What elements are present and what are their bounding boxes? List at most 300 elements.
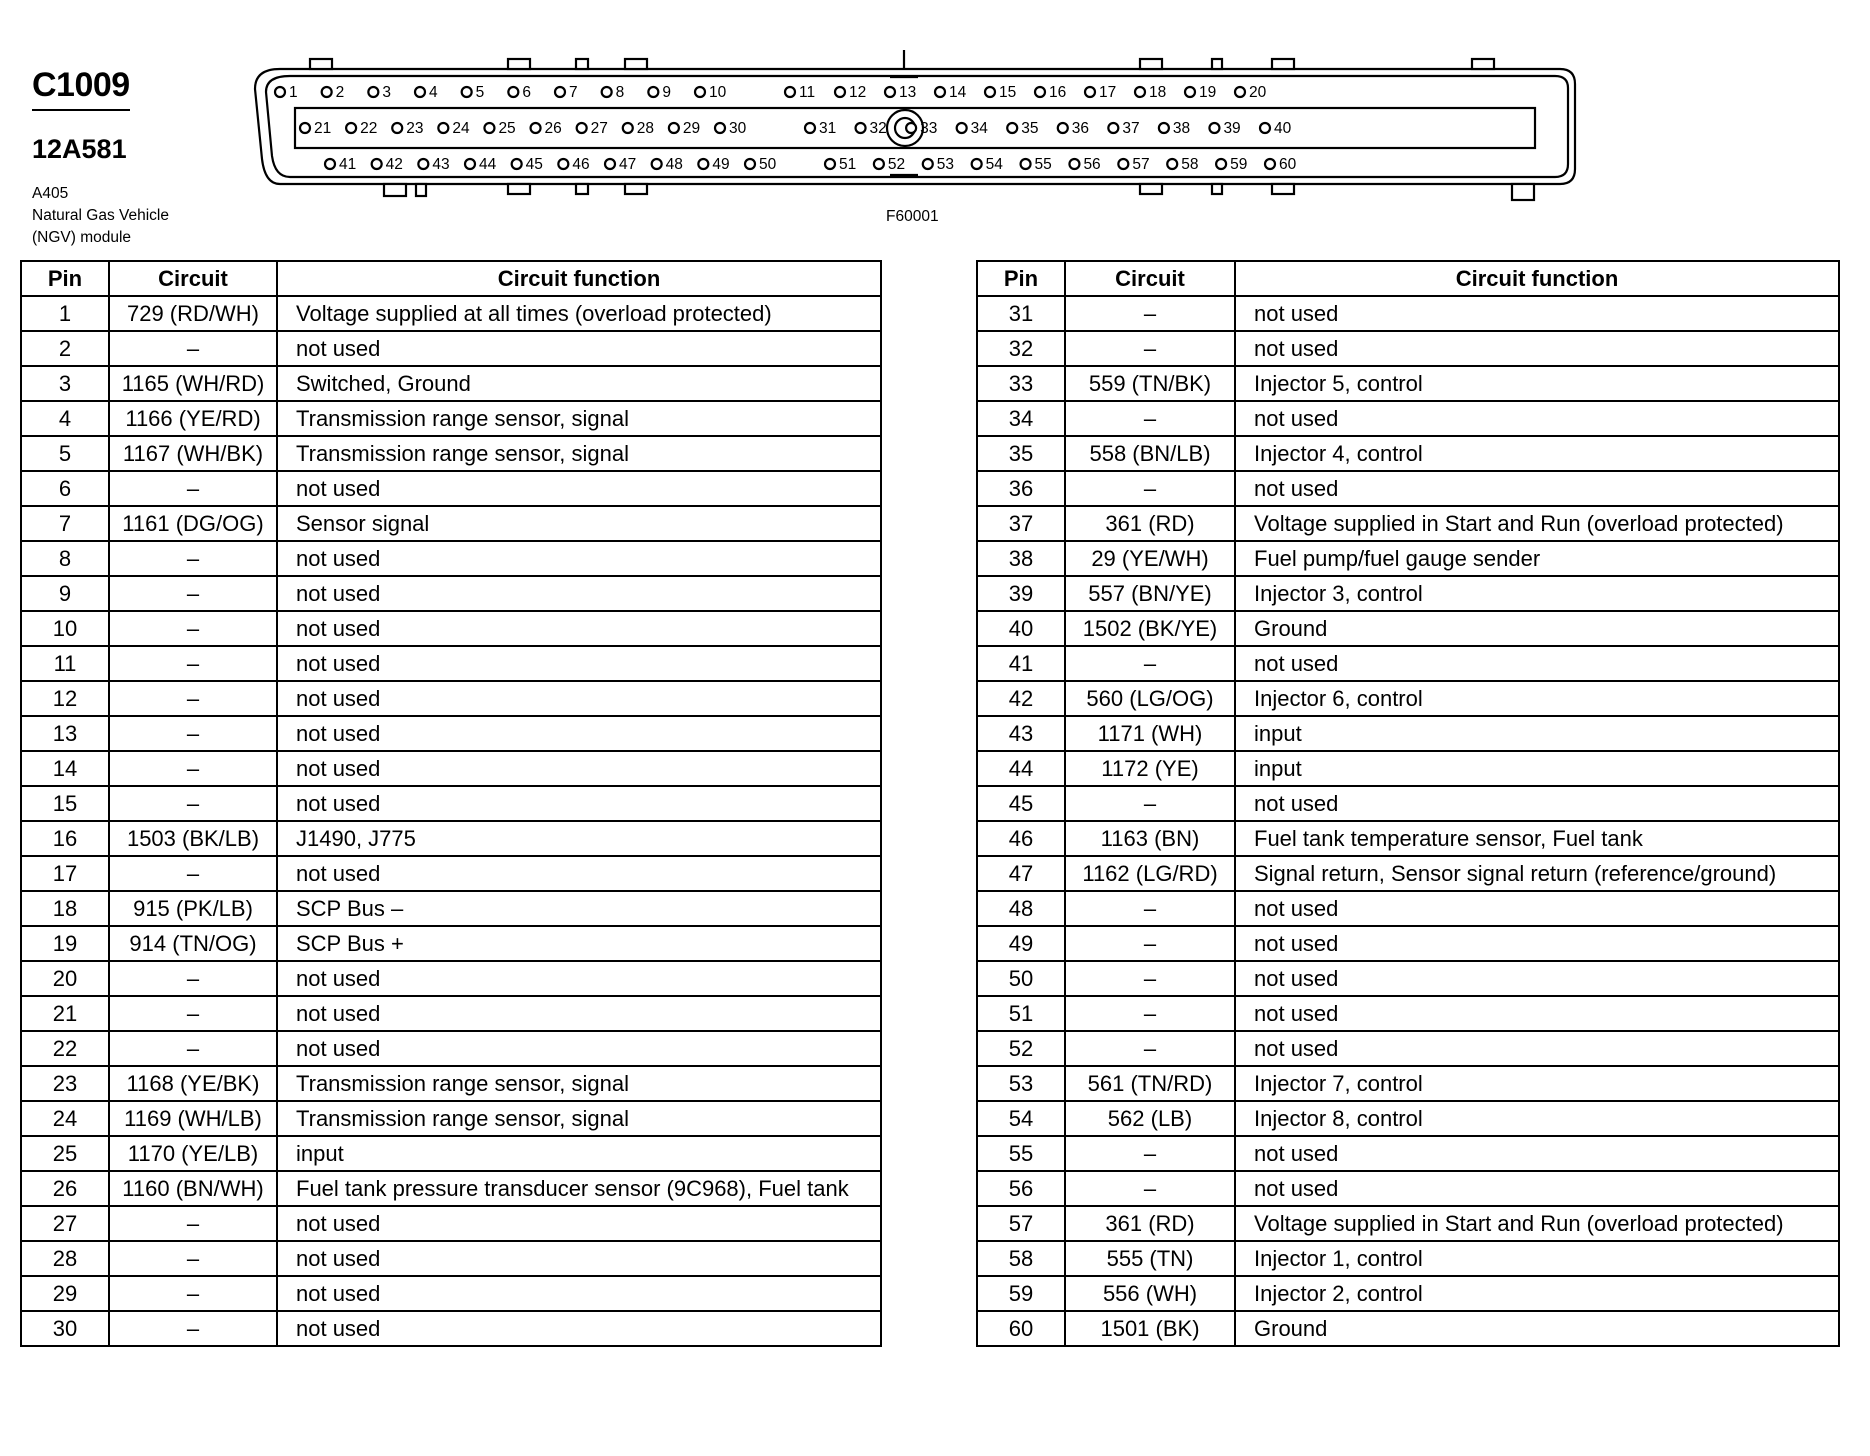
pin-label: 8 [615, 84, 625, 101]
pin-label: 59 [1230, 156, 1248, 173]
pin-socket-icon [1118, 159, 1128, 169]
cell-circuit: 560 (LG/OG) [1065, 681, 1235, 716]
cell-circuit-function: input [1235, 751, 1839, 786]
table-row [977, 716, 1839, 751]
cell-circuit: – [1065, 296, 1235, 331]
table-row [21, 961, 881, 996]
cell-circuit-function: Injector 5, control [1235, 366, 1839, 401]
cell-pin: 53 [977, 1066, 1065, 1101]
pin-label: 38 [1172, 120, 1191, 137]
cell-pin: 16 [21, 821, 109, 856]
cell-circuit: 1167 (WH/BK) [109, 436, 277, 471]
pin-socket-icon [372, 159, 382, 169]
pin-label: 24 [452, 120, 470, 137]
header-circuit: Circuit [1065, 261, 1235, 296]
cell-pin: 25 [21, 1136, 109, 1171]
pin-label: 15 [999, 84, 1017, 101]
pin-label: 47 [619, 156, 637, 173]
table-row [977, 296, 1839, 331]
cell-circuit-function: Transmission range sensor, signal [277, 436, 881, 471]
cell-circuit: 1503 (BK/LB) [109, 821, 277, 856]
cell-pin: 35 [977, 436, 1065, 471]
cell-circuit-function: not used [277, 856, 881, 891]
cell-pin: 29 [21, 1276, 109, 1311]
cell-circuit: – [1065, 1031, 1235, 1066]
pin-socket-icon [346, 123, 356, 133]
cell-circuit-function: not used [277, 1206, 881, 1241]
pin-socket-icon [415, 87, 425, 97]
cell-circuit-function: Transmission range sensor, signal [277, 1101, 881, 1136]
cell-circuit-function: not used [277, 471, 881, 506]
cell-pin: 28 [21, 1241, 109, 1276]
cell-circuit: – [109, 681, 277, 716]
cell-pin: 32 [977, 331, 1065, 366]
cell-circuit: – [109, 646, 277, 681]
header-circuit-function: Circuit function [1235, 261, 1839, 296]
table-row [21, 926, 881, 961]
cell-circuit-function: not used [277, 331, 881, 366]
module-description-line: A405 [32, 185, 69, 202]
pin-socket-icon [695, 87, 705, 97]
cell-pin: 52 [977, 1031, 1065, 1066]
pin-socket-icon [1007, 123, 1017, 133]
pin-socket-icon [1216, 159, 1226, 169]
cell-circuit: – [1065, 471, 1235, 506]
cell-circuit: 1165 (WH/RD) [109, 366, 277, 401]
pin-socket-icon [785, 87, 795, 97]
pin-label: 54 [985, 156, 1003, 173]
pin-label: 34 [970, 120, 988, 137]
cell-circuit: – [1065, 646, 1235, 681]
pin-label: 42 [385, 156, 403, 173]
pin-socket-icon [465, 159, 475, 169]
table-row [977, 611, 1839, 646]
cell-pin: 31 [977, 296, 1065, 331]
header-circuit-function: Circuit function [277, 261, 881, 296]
cell-circuit-function: Transmission range sensor, signal [277, 1066, 881, 1101]
cell-circuit: 556 (WH) [1065, 1276, 1235, 1311]
table-row [21, 541, 881, 576]
cell-pin: 1 [21, 296, 109, 331]
pin-socket-icon [856, 123, 866, 133]
cell-circuit-function: Voltage supplied at all times (overload protected) [277, 296, 881, 331]
cell-pin: 11 [21, 646, 109, 681]
pin-socket-icon [462, 87, 472, 97]
pin-label: 45 [525, 156, 543, 173]
table-row [977, 786, 1839, 821]
cell-circuit: 361 (RD) [1065, 1206, 1235, 1241]
pin-socket-icon [555, 87, 565, 97]
table-row [21, 786, 881, 821]
pin-socket-icon [648, 87, 658, 97]
pin-label: 37 [1122, 120, 1140, 137]
cell-pin: 7 [21, 506, 109, 541]
cell-circuit: – [1065, 401, 1235, 436]
table-row [21, 1101, 881, 1136]
cell-circuit-function: not used [1235, 646, 1839, 681]
table-row [977, 471, 1839, 506]
table-row [977, 1101, 1839, 1136]
pin-socket-icon [1235, 87, 1245, 97]
cell-circuit-function: not used [277, 786, 881, 821]
cell-circuit-function: not used [277, 716, 881, 751]
pin-socket-icon [275, 87, 285, 97]
pin-label: 10 [709, 84, 727, 101]
header-circuit: Circuit [109, 261, 277, 296]
cell-pin: 22 [21, 1031, 109, 1066]
pin-label: 13 [899, 84, 917, 101]
table-row [977, 891, 1839, 926]
pin-socket-icon [605, 159, 615, 169]
cell-pin: 26 [21, 1171, 109, 1206]
cell-circuit-function: Transmission range sensor, signal [277, 401, 881, 436]
cell-pin: 40 [977, 611, 1065, 646]
cell-circuit: 1166 (YE/RD) [109, 401, 277, 436]
pin-socket-icon [1135, 87, 1145, 97]
cell-pin: 56 [977, 1171, 1065, 1206]
table-row [977, 331, 1839, 366]
pin-socket-icon [745, 159, 755, 169]
cell-pin: 8 [21, 541, 109, 576]
pin-table-right [976, 260, 1840, 1347]
cell-circuit: – [109, 541, 277, 576]
pin-socket-icon [508, 87, 518, 97]
cell-circuit-function: SCP Bus + [277, 926, 881, 961]
cell-circuit-function: not used [277, 961, 881, 996]
cell-pin: 33 [977, 366, 1065, 401]
table-row [977, 541, 1839, 576]
connector-pins [275, 84, 1297, 173]
pin-label: 41 [339, 156, 357, 173]
cell-circuit: 914 (TN/OG) [109, 926, 277, 961]
pin-socket-icon [438, 123, 448, 133]
cell-pin: 45 [977, 786, 1065, 821]
cell-circuit-function: Injector 8, control [1235, 1101, 1839, 1136]
table-row [977, 821, 1839, 856]
pin-socket-icon [1159, 123, 1169, 133]
pin-socket-icon [935, 87, 945, 97]
pin-label: 26 [544, 120, 562, 137]
table-row [977, 751, 1839, 786]
pin-socket-icon [368, 87, 378, 97]
pin-socket-icon [577, 123, 587, 133]
pin-label: 36 [1071, 120, 1090, 137]
cell-circuit-function: Injector 2, control [1235, 1276, 1839, 1311]
cell-pin: 42 [977, 681, 1065, 716]
pin-label: 43 [432, 156, 450, 173]
cell-circuit-function: not used [277, 1311, 881, 1346]
pin-label: 33 [920, 120, 938, 137]
pin-socket-icon [392, 123, 402, 133]
cell-circuit-function: Injector 3, control [1235, 576, 1839, 611]
table-header-row [21, 261, 881, 296]
table-row [977, 1136, 1839, 1171]
table-row [21, 296, 881, 331]
cell-circuit: – [109, 961, 277, 996]
cell-pin: 6 [21, 471, 109, 506]
table-row [977, 646, 1839, 681]
pin-label: 6 [522, 84, 531, 101]
table-row [21, 506, 881, 541]
cell-pin: 15 [21, 786, 109, 821]
table-row [21, 1311, 881, 1346]
cell-circuit-function: not used [277, 1241, 881, 1276]
pin-label: 57 [1132, 156, 1150, 173]
cell-circuit-function: not used [277, 681, 881, 716]
pin-socket-icon [906, 123, 916, 133]
table-row [977, 1276, 1839, 1311]
pin-socket-icon [484, 123, 494, 133]
cell-circuit: – [1065, 996, 1235, 1031]
cell-circuit-function: not used [1235, 996, 1839, 1031]
cell-circuit-function: Injector 4, control [1235, 436, 1839, 471]
cell-circuit-function: Injector 6, control [1235, 681, 1839, 716]
module-description-line: Natural Gas Vehicle [32, 207, 169, 224]
cell-pin: 18 [21, 891, 109, 926]
pin-label: 17 [1099, 84, 1117, 101]
cell-circuit-function: not used [277, 1031, 881, 1066]
cell-pin: 34 [977, 401, 1065, 436]
cell-circuit: – [109, 331, 277, 366]
pin-socket-icon [531, 123, 541, 133]
pin-socket-icon [322, 87, 332, 97]
cell-circuit: – [1065, 1136, 1235, 1171]
cell-circuit-function: not used [277, 646, 881, 681]
pin-socket-icon [1108, 123, 1118, 133]
pin-socket-icon [972, 159, 982, 169]
table-row [977, 996, 1839, 1031]
table-row [977, 506, 1839, 541]
table-row [21, 1276, 881, 1311]
pin-socket-icon [1085, 87, 1095, 97]
cell-circuit: 1170 (YE/LB) [109, 1136, 277, 1171]
cell-pin: 19 [21, 926, 109, 961]
cell-pin: 23 [21, 1066, 109, 1101]
pin-label: 50 [759, 156, 777, 173]
cell-circuit: – [109, 751, 277, 786]
cell-circuit-function: not used [1235, 926, 1839, 961]
cell-pin: 54 [977, 1101, 1065, 1136]
cell-circuit: – [109, 1276, 277, 1311]
table-row [21, 856, 881, 891]
pin-socket-icon [1167, 159, 1177, 169]
cell-pin: 57 [977, 1206, 1065, 1241]
connector-diagram [250, 44, 1600, 204]
cell-circuit-function: Voltage supplied in Start and Run (overload protected) [1235, 506, 1839, 541]
pin-label: 40 [1274, 120, 1292, 137]
pin-label: 49 [712, 156, 730, 173]
cell-circuit-function: not used [277, 751, 881, 786]
cell-pin: 58 [977, 1241, 1065, 1276]
pin-label: 55 [1034, 156, 1052, 173]
cell-circuit: – [1065, 891, 1235, 926]
table-row [977, 1171, 1839, 1206]
cell-pin: 12 [21, 681, 109, 716]
pin-socket-icon [985, 87, 995, 97]
cell-circuit-function: Sensor signal [277, 506, 881, 541]
module-description-line: (NGV) module [32, 229, 132, 246]
pin-socket-icon [602, 87, 612, 97]
table-row [21, 576, 881, 611]
cell-circuit: 1169 (WH/LB) [109, 1101, 277, 1136]
table-row [977, 1311, 1839, 1346]
cell-circuit: – [109, 471, 277, 506]
pin-label: 30 [729, 120, 747, 137]
pin-socket-icon [325, 159, 335, 169]
cell-pin: 51 [977, 996, 1065, 1031]
table-row [977, 1206, 1839, 1241]
cell-circuit-function: not used [1235, 471, 1839, 506]
pin-label: 28 [636, 120, 655, 137]
table-row [21, 821, 881, 856]
cell-circuit-function: Signal return, Sensor signal return (reference/ground) [1235, 856, 1839, 891]
pin-label: 7 [569, 84, 578, 101]
cell-pin: 46 [977, 821, 1065, 856]
cell-circuit: – [109, 1311, 277, 1346]
pin-socket-icon [715, 123, 725, 133]
cell-circuit-function: not used [1235, 1171, 1839, 1206]
cell-circuit: 1162 (LG/RD) [1065, 856, 1235, 891]
pin-label: 35 [1021, 120, 1039, 137]
pin-socket-icon [623, 123, 633, 133]
cell-circuit-function: Fuel pump/fuel gauge sender [1235, 541, 1839, 576]
cell-circuit-function: J1490, J775 [277, 821, 881, 856]
cell-circuit: – [1065, 1171, 1235, 1206]
cell-circuit: – [109, 1206, 277, 1241]
cell-circuit: – [109, 786, 277, 821]
cell-circuit-function: not used [1235, 786, 1839, 821]
pin-socket-icon [1021, 159, 1031, 169]
pin-socket-icon [669, 123, 679, 133]
cell-pin: 27 [21, 1206, 109, 1241]
pin-label: 1 [289, 84, 298, 101]
pin-label: 60 [1279, 156, 1297, 173]
cell-circuit-function: not used [1235, 331, 1839, 366]
cell-circuit-function: not used [277, 996, 881, 1031]
pin-socket-icon [512, 159, 522, 169]
cell-circuit: – [1065, 786, 1235, 821]
pin-label: 52 [887, 156, 906, 173]
cell-circuit: 1172 (YE) [1065, 751, 1235, 786]
table-row [977, 366, 1839, 401]
pin-label: 48 [665, 156, 683, 173]
cell-circuit: – [109, 996, 277, 1031]
pin-label: 11 [799, 84, 816, 101]
table-row [21, 611, 881, 646]
pin-table-left [20, 260, 882, 1347]
pin-label: 31 [819, 120, 837, 137]
pin-label: 27 [590, 120, 608, 137]
cell-circuit: 1501 (BK) [1065, 1311, 1235, 1346]
cell-pin: 44 [977, 751, 1065, 786]
pin-socket-icon [698, 159, 708, 169]
table-row [21, 471, 881, 506]
cell-pin: 4 [21, 401, 109, 436]
cell-circuit-function: not used [1235, 1136, 1839, 1171]
cell-circuit: – [109, 611, 277, 646]
cell-pin: 3 [21, 366, 109, 401]
table-row [21, 751, 881, 786]
cell-circuit: 1161 (DG/OG) [109, 506, 277, 541]
pin-label: 9 [662, 84, 671, 101]
cell-circuit-function: not used [1235, 1031, 1839, 1066]
cell-circuit-function: input [277, 1136, 881, 1171]
cell-circuit-function: Injector 1, control [1235, 1241, 1839, 1276]
pin-socket-icon [418, 159, 428, 169]
cell-pin: 38 [977, 541, 1065, 576]
table-row [977, 856, 1839, 891]
cell-circuit-function: not used [1235, 891, 1839, 926]
table-row [21, 1136, 881, 1171]
table-header-row [977, 261, 1839, 296]
table-row [21, 646, 881, 681]
cell-circuit-function: SCP Bus – [277, 891, 881, 926]
table-row [977, 1066, 1839, 1101]
cell-circuit-function: Ground [1235, 611, 1839, 646]
cell-pin: 17 [21, 856, 109, 891]
pin-socket-icon [1069, 159, 1079, 169]
pin-label: 16 [1049, 84, 1067, 101]
pin-label: 12 [849, 84, 867, 101]
pin-label: 44 [479, 156, 497, 173]
table-row [977, 576, 1839, 611]
cell-pin: 49 [977, 926, 1065, 961]
cell-pin: 48 [977, 891, 1065, 926]
table-row [977, 926, 1839, 961]
pin-label: 58 [1181, 156, 1199, 173]
pin-label: 25 [498, 120, 516, 137]
pin-label: 46 [572, 156, 590, 173]
pin-label: 29 [682, 120, 701, 137]
cell-pin: 13 [21, 716, 109, 751]
table-row [977, 436, 1839, 471]
table-row [21, 1171, 881, 1206]
table-row [21, 1241, 881, 1276]
cell-pin: 47 [977, 856, 1065, 891]
cell-circuit-function: Fuel tank pressure transducer sensor (9C968), Fuel tank [277, 1171, 881, 1206]
table-row [977, 1031, 1839, 1066]
pin-socket-icon [1035, 87, 1045, 97]
pin-label: 56 [1083, 156, 1101, 173]
part-number: 12A581 [32, 134, 127, 164]
cell-circuit: 1160 (BN/WH) [109, 1171, 277, 1206]
pin-socket-icon [1209, 123, 1219, 133]
cell-pin: 21 [21, 996, 109, 1031]
cell-pin: 60 [977, 1311, 1065, 1346]
cell-pin: 10 [21, 611, 109, 646]
cell-circuit: 1163 (BN) [1065, 821, 1235, 856]
pin-label: 22 [360, 120, 378, 137]
pin-socket-icon [1058, 123, 1068, 133]
connector-id: C1009 [32, 66, 130, 111]
cell-pin: 36 [977, 471, 1065, 506]
cell-circuit: 1171 (WH) [1065, 716, 1235, 751]
pin-socket-icon [923, 159, 933, 169]
cell-circuit-function: not used [277, 576, 881, 611]
cell-circuit: – [109, 716, 277, 751]
pin-label: 53 [936, 156, 955, 173]
cell-pin: 2 [21, 331, 109, 366]
cell-circuit: 915 (PK/LB) [109, 891, 277, 926]
pin-label: 39 [1223, 120, 1241, 137]
cell-circuit: 361 (RD) [1065, 506, 1235, 541]
header-pin: Pin [977, 261, 1065, 296]
cell-circuit-function: not used [277, 611, 881, 646]
pin-label: 20 [1249, 84, 1267, 101]
cell-pin: 50 [977, 961, 1065, 996]
cell-pin: 43 [977, 716, 1065, 751]
cell-circuit: – [1065, 926, 1235, 961]
